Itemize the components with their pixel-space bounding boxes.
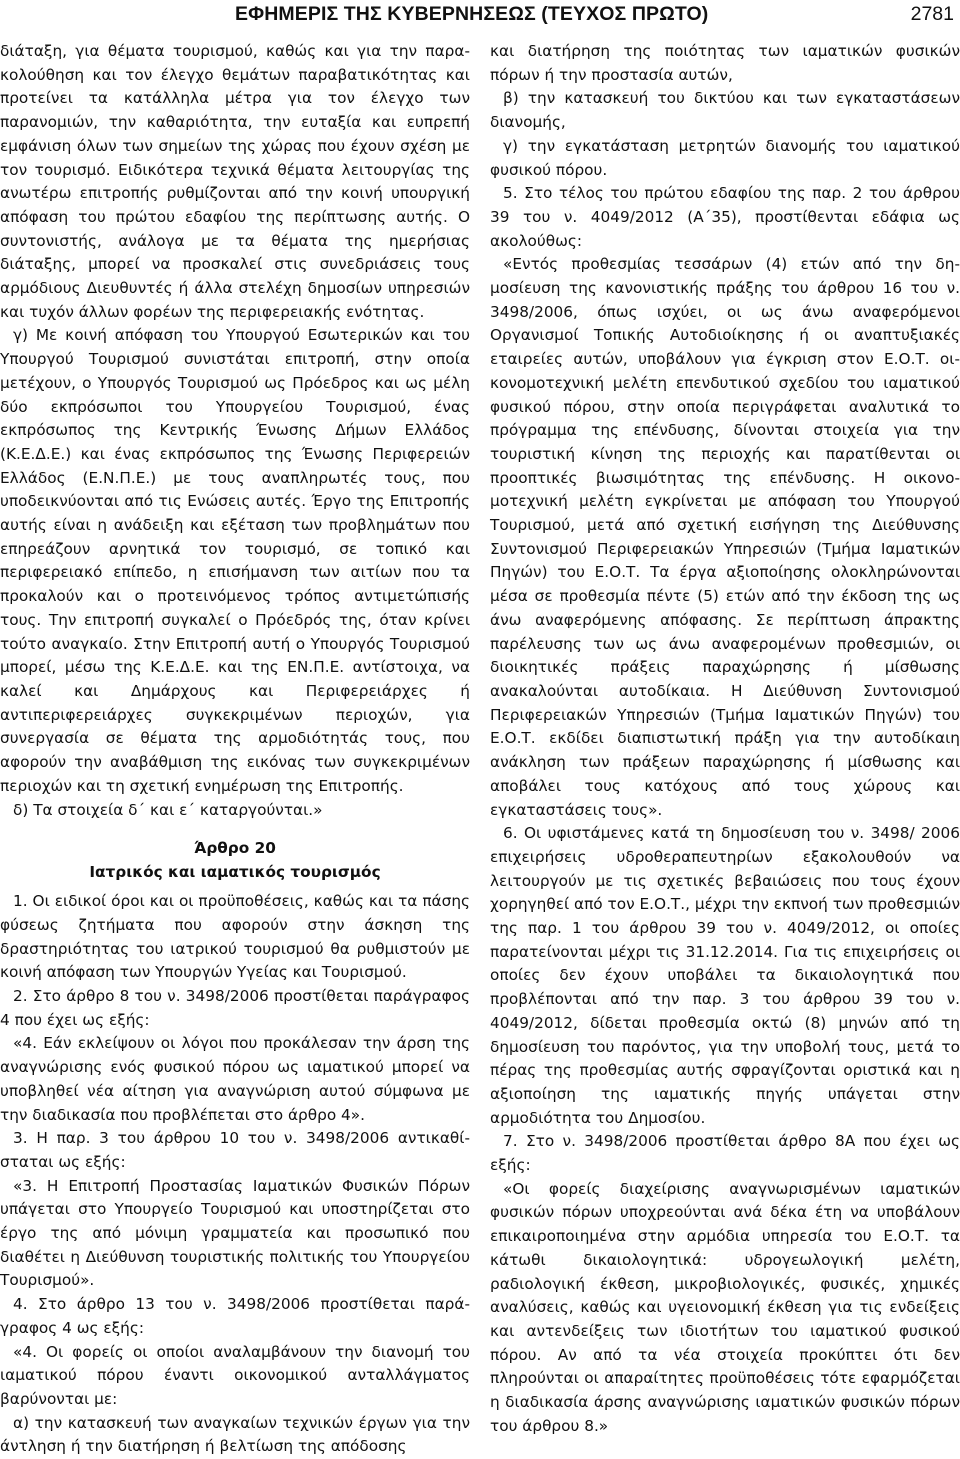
paragraph: 3. Η παρ. 3 του άρθρου 10 του ν. 3498/2006 αντικαθίσταται ως εξής: xyxy=(0,1129,470,1171)
paragraph: 1. Οι ειδικοί όροι και οι προϋποθέσεις, καθώς και τα πάσης φύσεως ζητήματα που αφορούν στην άσκηση της δραστηριότητας του ιατρικού τουρισμού θα ρυθμιστούν με κοινή απόφαση των Υπουργών Υγείας και Τουρισμού. xyxy=(0,892,470,982)
left-column xyxy=(0,40,470,1459)
paragraph: «3. Η Επιτροπή Προστασίας Ιαματικών Φυσικών Πόρων υπάγεται στο Υπουργείο Τουρισμού και υποστηρίζεται στο έργο της από μόνιμη γραμματεία και προσωπικό που διαθέτει η Διεύθυνση τουριστικής πολιτικής του Υπουργείου Τουρισμού». xyxy=(0,1176,470,1290)
article-number: Άρθρο 20 xyxy=(194,839,276,858)
page-header xyxy=(0,0,960,36)
paragraph: διάταξη, για θέματα τουρισμού, καθώς και για την παρακολούθηση και τον έλεγχο θεμάτων παραβατικότητας και προτείνει τα κατάλληλα μέτρα για τον έλεγχο των παρανομιών, την καθαριότητα, την ευταξία και ευπρεπή εμφάνιση όλων των σημείων της χώρας που έχουν σχέση με τον τουρισμό. Ειδικότερα τεχνικά θέματα λειτουργίας της ανωτέρω επιτροπής ρυθμίζονται από την κοινή υπουργική απόφαση του πρώτου εδαφίου της περίπτωσης αυτής. Ο συντονιστής, ανάλογα με τα θέματα της ημερήσιας διάταξης, μπορεί να προσκαλεί στις συνεδριάσεις τους αρμόδιους Διευθυντές ή άλλα στελέχη δημοσίων υπηρεσιών και τυχόν άλλων φορέων της περιφερειακής ενότητας. xyxy=(0,42,470,321)
paragraph: «4. Οι φορείς οι οποίοι αναλαμβάνουν την διανομή του ιαματικού πόρου έναντι οικονομικού ανταλλάγματος βαρύνονται με: xyxy=(0,1342,470,1408)
paragraph: 5. Στο τέλος του πρώτου εδαφίου της παρ. 2 του άρθρου 39 του ν. 4049/2012 (Α΄35), προστίθενται εδάφια ως ακολούθως: xyxy=(490,184,960,250)
paragraph: γ) την εγκατάσταση μετρητών διανομής του ιαματικού φυσικού πόρου. xyxy=(490,136,960,179)
paragraph: δ) Τα στοιχεία δ΄ και ε΄ καταργούνται.» xyxy=(13,800,323,819)
paragraph: «4. Εάν εκλείψουν οι λόγοι που προκάλεσαν την άρση της αναγνώρισης ενός φυσικού πόρου ως ιαματικού μπορεί να υποβληθεί νέα αίτηση για αναγνώριση αυτού σύμφωνα με την διαδικασία που προβλέπεται στο άρθρο 4». xyxy=(0,1034,470,1124)
right-column xyxy=(490,40,960,1438)
article-title: Ιατρικός και ιαματικός τουρισμός xyxy=(89,863,381,882)
paragraph: και διατήρηση της ποιότητας των ιαματικών φυσικών πόρων ή την προστασία αυτών, xyxy=(490,42,960,84)
paragraph: 7. Στο ν. 3498/2006 προστίθεται άρθρο 8Α που έχει ως εξής: xyxy=(490,1132,960,1175)
running-head: ΕΦΗΜΕΡΙΣ ΤΗΣ ΚΥΒΕΡΝΗΣΕΩΣ (ΤΕΥΧΟΣ ΠΡΩΤΟ) xyxy=(235,3,709,25)
paragraph: «Οι φορείς διαχείρισης αναγνωρισμένων ιαματικών φυσικών πόρων υποχρεούνται ανά δέκα έτη να υποβάλουν επικαιροποιημένα στην αρμόδια υπηρεσία του Ε.Ο.Τ. τα κάτωθι δικαιολογητικά: υδρογεωλογική μελέτη, ραδιολογική έκθεση, μικροβιολογικές, φυσικές, χημικές αναλύσεις, καθώς και υγειονομική έκθεση για τις ενδείξεις και αντενδείξεις των ιδιοτήτων του ιαματικού φυσικού πόρου. Αν από τα νέα στοιχεία προκύπτει ότι δεν πληρούνται οι απαραίτητες προϋποθέσεις τότε εφαρμόζεται η διαδικασία άρσης αναγνώρισης ιαματικών φυσικών πόρων του άρθρου 8.» xyxy=(490,1179,960,1435)
paragraph: γ) Με κοινή απόφαση του Υπουργού Εσωτερικών και του Υπουργού Τουρισμού συνιστάται επιτροπή, στην οποία μετέχουν, ο Υπουργός Τουρισμού ως Πρόεδρος και ως μέλη δύο εκπρόσωποι του Υπουργείου Τουρισμού, ένας εκπρόσωπος της Κεντρικής Ένωσης Δήμων Ελλάδος (Κ.Ε.Δ.Ε.) και ένας εκπρόσωπος της Ένωσης Περιφερειών Ελλάδος (Ε.Ν.Π.Ε.) με τους αναπληρωτές τους, που υποδεικνύονται από τις Ενώσεις αυτές. Έργο της Επιτροπής αυτής είναι η ανάδειξη και εξέταση των προβλημάτων που επηρεάζουν αρνητικά τον τουρισμό, σε τοπικό και περιφερειακό επίπεδο, η επισήμανση των αιτίων που τα προκαλούν και ο προτεινόμενος τρόπος αντιμετώπισής τους. Την επιτροπή συγκαλεί ο Πρόεδρός της, όταν κρίνει τούτο αναγκαίο. Στην Επιτροπή αυτή ο Υπουργός Τουρισμού μπορεί, μέσω της Κ.Ε.Δ.Ε. και της ΕΝ.Π.Ε. αντίστοιχα, να καλεί και Δημάρχους και Περιφερειάρχες ή αντιπεριφερειάρχες συγκεκριμένων περιοχών, για συνεργασία σε θέματα της αρμοδιότητάς τους, που αφορούν την αναβάθμιση της εικόνας των συγκεκριμένων περιοχών και τη σχετική ενημέρωση της Επιτροπής. xyxy=(0,326,470,795)
paragraph: 2. Στο άρθρο 8 του ν. 3498/2006 προστίθεται παράγραφος 4 που έχει ως εξής: xyxy=(0,987,470,1029)
paragraph: α) την κατασκευή των αναγκαίων τεχνικών έργων για την άντληση ή την διατήρηση ή βελτίωση της απόδοσης xyxy=(0,1413,470,1456)
paragraph: «Εντός προθεσμίας τεσσάρων (4) ετών από την δημοσίευση της κανονιστικής πράξης του άρθρου 16 του ν. 3498/2006, όπως ισχύει, οι ως άνω αναφερόμενοι Οργανισμοί Τοπικής Αυτοδιοίκησης ή οι αναπτυξιακές εταιρείες αυτών, υποβάλουν για έγκριση στον Ε.Ο.Τ. οικονομοτεχνική μελέτη επενδυτικού σχεδίου του ιαματικού φυσικού πόρου, στην οποία περιγράφεται αναλυτικά το πρόγραμμα της επένδυσης, δίνονται στοιχεία για την τουριστική κίνηση της περιοχής και παρατίθενται οι προοπτικές βιωσιμότητας της επένδυσης. Η οικονομοτεχνική μελέτη εγκρίνεται με απόφαση του Υπουργού Τουρισμού, μετά από σχετική εισήγηση της Διεύθυνσης Συντονισμού Περιφερειακών Υπηρεσιών (Τμήμα Ιαματικών Πηγών) του Ε.Ο.Τ. Τα έργα αξιοποίησης ολοκληρώνονται μέσα σε προθεσμία πέντε (5) ετών από την έκδοση της ως άνω αναφερόμενης απόφασης. Σε περίπτωση άπρακτης παρέλευσης των ως άνω αναφερομένων προθεσμιών, οι διοικητικές πράξεις παραχώρησης ή μίσθωσης ανακαλούνται αυτοδίκαια. Η Διεύθυνση Συντονισμού Περιφερειακών Υπηρεσιών (Τμήμα Ιαματικών Πηγών) του Ε.Ο.Τ. εκδίδει διαπιστωτική πράξη για την αυτοδίκαιη ανάκληση των πράξεων παραχώρησης ή μίσθωσης και αποβάλει τους κατόχους από τους χώρους και εγκαταστάσεις τους». xyxy=(490,255,960,819)
page-number: 2781 xyxy=(910,3,954,25)
paragraph: β) την κατασκευή του δικτύου και των εγκαταστάσεων διανομής, xyxy=(490,89,960,132)
paragraph: 6. Οι υφιστάμενες κατά τη δημοσίευση του ν. 3498/ 2006 επιχειρήσεις υδροθεραπευτηρίων εξακολουθούν να λειτουργούν με τις σχετικές βεβαιώσεις που τους έχουν χορηγηθεί από τον Ε.Ο.Τ., μέχρι την εκπνοή των προθεσμιών της παρ. 1 του άρθρου 39 του ν. 4049/2012, οι οποίες παρατείνονται μέχρι τις 31.12.2014. Για τις επιχειρήσεις οι οποίες δεν έχουν υποβάλει τα δικαιολογητικά που προβλέπονται από την παρ. 3 του άρθρου 39 του ν. 4049/2012, δίδεται προθεσμία οκτώ (8) μηνών από τη δημοσίευση του παρόντος, για την υποβολή τους, μετά το πέρας της προθεσμίας αυτής σφραγίζονται οριστικά και η αξιοποίηση της ιαματικής πηγής υπάγεται στην αρμοδιότητα του Δημοσίου. xyxy=(490,824,960,1127)
article-heading xyxy=(0,836,470,884)
paragraph: 4. Στο άρθρο 13 του ν. 3498/2006 προστίθεται παράγραφος 4 ως εξής: xyxy=(0,1295,470,1337)
